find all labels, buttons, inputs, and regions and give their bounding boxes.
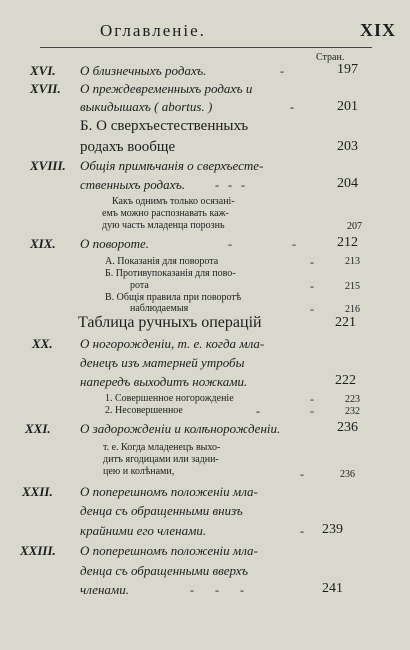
chapter-number: XVIII. [30,158,66,173]
leader-dash: - [310,404,314,418]
leader-dash: - - - [190,583,244,597]
leader-dash: - [310,279,314,293]
entry-page: 204 [337,176,358,191]
entry-page: 239 [322,522,343,537]
entry-page: 215 [345,281,360,292]
entry-page: 216 [345,304,360,315]
entry-text: Общiя примѣчанiя о сверхъесте- [80,158,264,173]
entry-text: А. Показанiя для поворота [105,256,219,267]
chapter-number: XIX. [30,236,56,251]
chapter-number: XX. [32,336,53,351]
leader-dash: - [310,302,314,316]
entry-text: членами. [80,582,129,597]
leader-dash: - [292,237,296,251]
entry-text: дую часть младенца порознь [102,220,225,231]
entry-page: 197 [337,62,358,77]
entry-text: напередъ выходитъ ножками. [80,374,248,389]
entry-text: денецъ изъ матерней утробы [80,355,245,370]
entry-page: 241 [322,581,343,596]
entry-page: 213 [345,256,360,267]
entry-text: О преждевременныхъ родахъ и [80,81,253,96]
page-number: XIX [360,20,397,40]
entry-text: О задорожденiи и колѣнорожденiи. [80,421,281,436]
entry-text: О поперешномъ положенiи мла- [80,484,258,499]
entry-text: ственныхъ родахъ. [80,177,186,192]
leader-dash: - [280,64,284,78]
entry-text: дитъ ягодицами или задни- [103,454,219,465]
entry-text: емъ можно распознавать каж- [102,208,229,219]
entry-text: наблюдаемыя [130,303,189,314]
entry-page: 221 [335,315,356,330]
entry-text: денца съ обращенными вверхъ [80,563,248,578]
header-rule [40,47,372,48]
entry-text: цею и колѣнами, [103,466,175,477]
leader-dash: - [290,100,294,114]
entry-page: 232 [345,406,360,417]
leader-dash: - [310,392,314,406]
entry-text: О поперешномъ положенiи мла- [80,543,258,558]
section-heading: родахъ вообще [80,139,176,155]
entry-page: 201 [337,99,358,114]
entry-text: О близнечныхъ родахъ. [80,63,207,78]
entry-text: 2. Несовершенное [105,405,183,416]
entry-text: В. Общiя правила при поворотѣ [105,292,242,303]
entry-text: рота [130,280,149,291]
entry-page: 212 [337,235,358,250]
entry-text: т. е. Когда младенецъ выхо- [103,442,221,453]
entry-text: О повороте. [80,236,150,251]
section-heading: Таблица ручныхъ операцiй [78,314,262,331]
entry-text: выкидышахъ ( abortus. ) [80,99,213,114]
section-heading: Б. О сверхъестественныхъ [80,118,249,134]
entry-text: О ногорожденiи, т. е. когда мла- [80,336,265,351]
entry-page: 222 [335,373,356,388]
page-column-label: Стран. [316,52,345,63]
entry-page: 203 [337,139,358,154]
chapter-number: XVII. [30,81,61,96]
leader-dash: - [300,467,304,481]
leader-dash: - [300,524,304,538]
entry-page: 236 [340,469,355,480]
chapter-number: XXI. [25,421,51,436]
entry-text: денца съ обращенными внизъ [80,503,243,518]
leader-dash: - [256,404,260,418]
page-title: Оглавленiе. [100,21,206,40]
entry-page: 207 [347,221,362,232]
chapter-number: XVI. [30,63,56,78]
chapter-number: XXII. [22,484,53,499]
entry-page: 223 [345,394,360,405]
entry-text: крайними его членами. [80,523,207,538]
entry-page: 236 [337,420,358,435]
leader-dash: - - - [215,178,245,192]
leader-dash: - [310,255,314,269]
leader-dash: - [228,237,232,251]
entry-text: Б. Противупоказанiя для пово- [105,268,236,279]
entry-text: Какъ однимъ только осязанi- [112,196,235,207]
chapter-number: XXIII. [20,543,56,558]
entry-text: 1. Совершенное ногорожденiе [105,393,234,404]
